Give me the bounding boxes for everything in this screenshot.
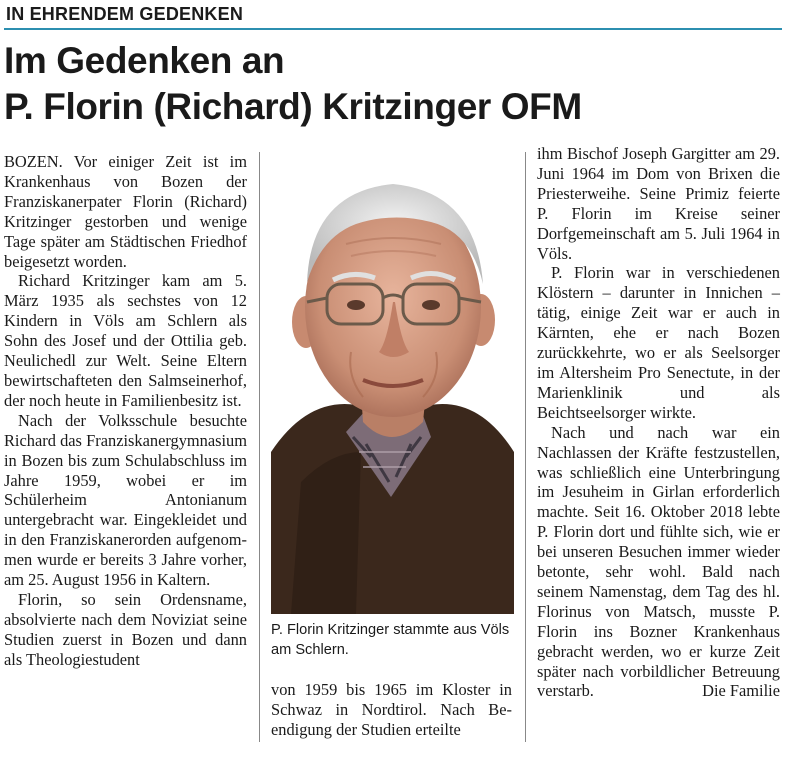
- paragraph: BOZEN. Vor einiger Zeit ist im Krankenhaus von Bozen der Franziskanerpater Florin (Richard) Kritzinger gestorben und wenige Tage später am Städtischen Friedhof beigesetzt worden.: [4, 152, 247, 271]
- photo-caption: P. Florin Kritzinger stammte aus Völs am Schlern.: [271, 622, 510, 658]
- kicker-rule: [4, 28, 782, 30]
- paragraph: ihm Bischof Joseph Gargitter am 29. Juni 1964 im Dom von Brixen die Priesterweihe. Seine Primiz feierte P. Florin im Kreise seiner Dorfgemeinschaft am 5. Juli 1964 in Völs.: [537, 144, 780, 263]
- headline-line-2: P. Florin (Richard) Kritzinger OFM: [4, 86, 582, 127]
- paragraph: Florin, so sein Ordensname, absolvierte nach dem Noviziat seine Studien zuerst in Bozen und dann als Theologiestudent: [4, 589, 247, 669]
- paragraph-text: Nach und nach war ein Nachlassen der Kräfte festzustellen, was schließlich eine Unterbringung im Jesuheim in Girlan erforderlich machte. Seit 16. Oktober 2018 lebte P. Florin dort und fühlte sich, wie er bei unseren Besuchen immer wieder betonte, sehr wohl. Bald nach seinem Namenstag, dem Tag des hl. Florinus von Matsch, musste P. Florin ins Bozner Krankenhaus gebracht werden, wo er kurze Zeit später nach vorbildlicher Betreuung verstarb.: [537, 422, 780, 701]
- headline: [4, 38, 794, 130]
- paragraph: P. Florin war in verschiedenen Klöstern – darunter in Innichen – tätig, einige Zeit war er auch in Kärnten, ehe er nach Bozen zurückkehrte, wo er als Seelsorger im Altersheim Pro Senectute, in der Marienklinik und als Beichtseelsorger wirkte.: [537, 263, 780, 422]
- paragraph: [537, 423, 780, 702]
- article-column-2: [271, 680, 512, 740]
- paragraph: von 1959 bis 1965 im Kloster in Schwaz in Nordtirol. Nach Beendigung der Studien erteilte: [271, 680, 512, 739]
- paragraph: Richard Kritzinger kam am 5. März 1935 als sechstes von 12 Kindern in Völs am Schlern als Sohn des Josef und der Ottilia geb. Neulichedl zur Welt. Seine Eltern bewirtschafteten den Salmseinerhof, der noch heute in Familienbesitz ist.: [4, 271, 247, 410]
- headline-line-1: Im Gedenken an: [4, 40, 285, 81]
- column-divider: [259, 152, 260, 742]
- signature: Die Familie: [702, 681, 780, 701]
- article-column-1: [4, 152, 247, 670]
- column-divider: [525, 152, 526, 742]
- article-column-3: [537, 144, 780, 701]
- portrait-photo: [271, 152, 514, 614]
- paragraph: Nach der Volksschule besuchte Richard das Franziskanergymnasium in Bozen bis zum Schulabschluss im Jahre 1959, wobei er im Schülerheim Antonianum untergebracht war. Eingekleidet und in den Franziskanerorden aufgenommen wurde er bereits 3 Jahre vorher, am 25. August 1956 in Kaltern.: [4, 410, 247, 590]
- section-kicker: IN EHRENDEM GEDENKEN: [6, 4, 244, 24]
- portrait-illustration: [271, 152, 514, 614]
